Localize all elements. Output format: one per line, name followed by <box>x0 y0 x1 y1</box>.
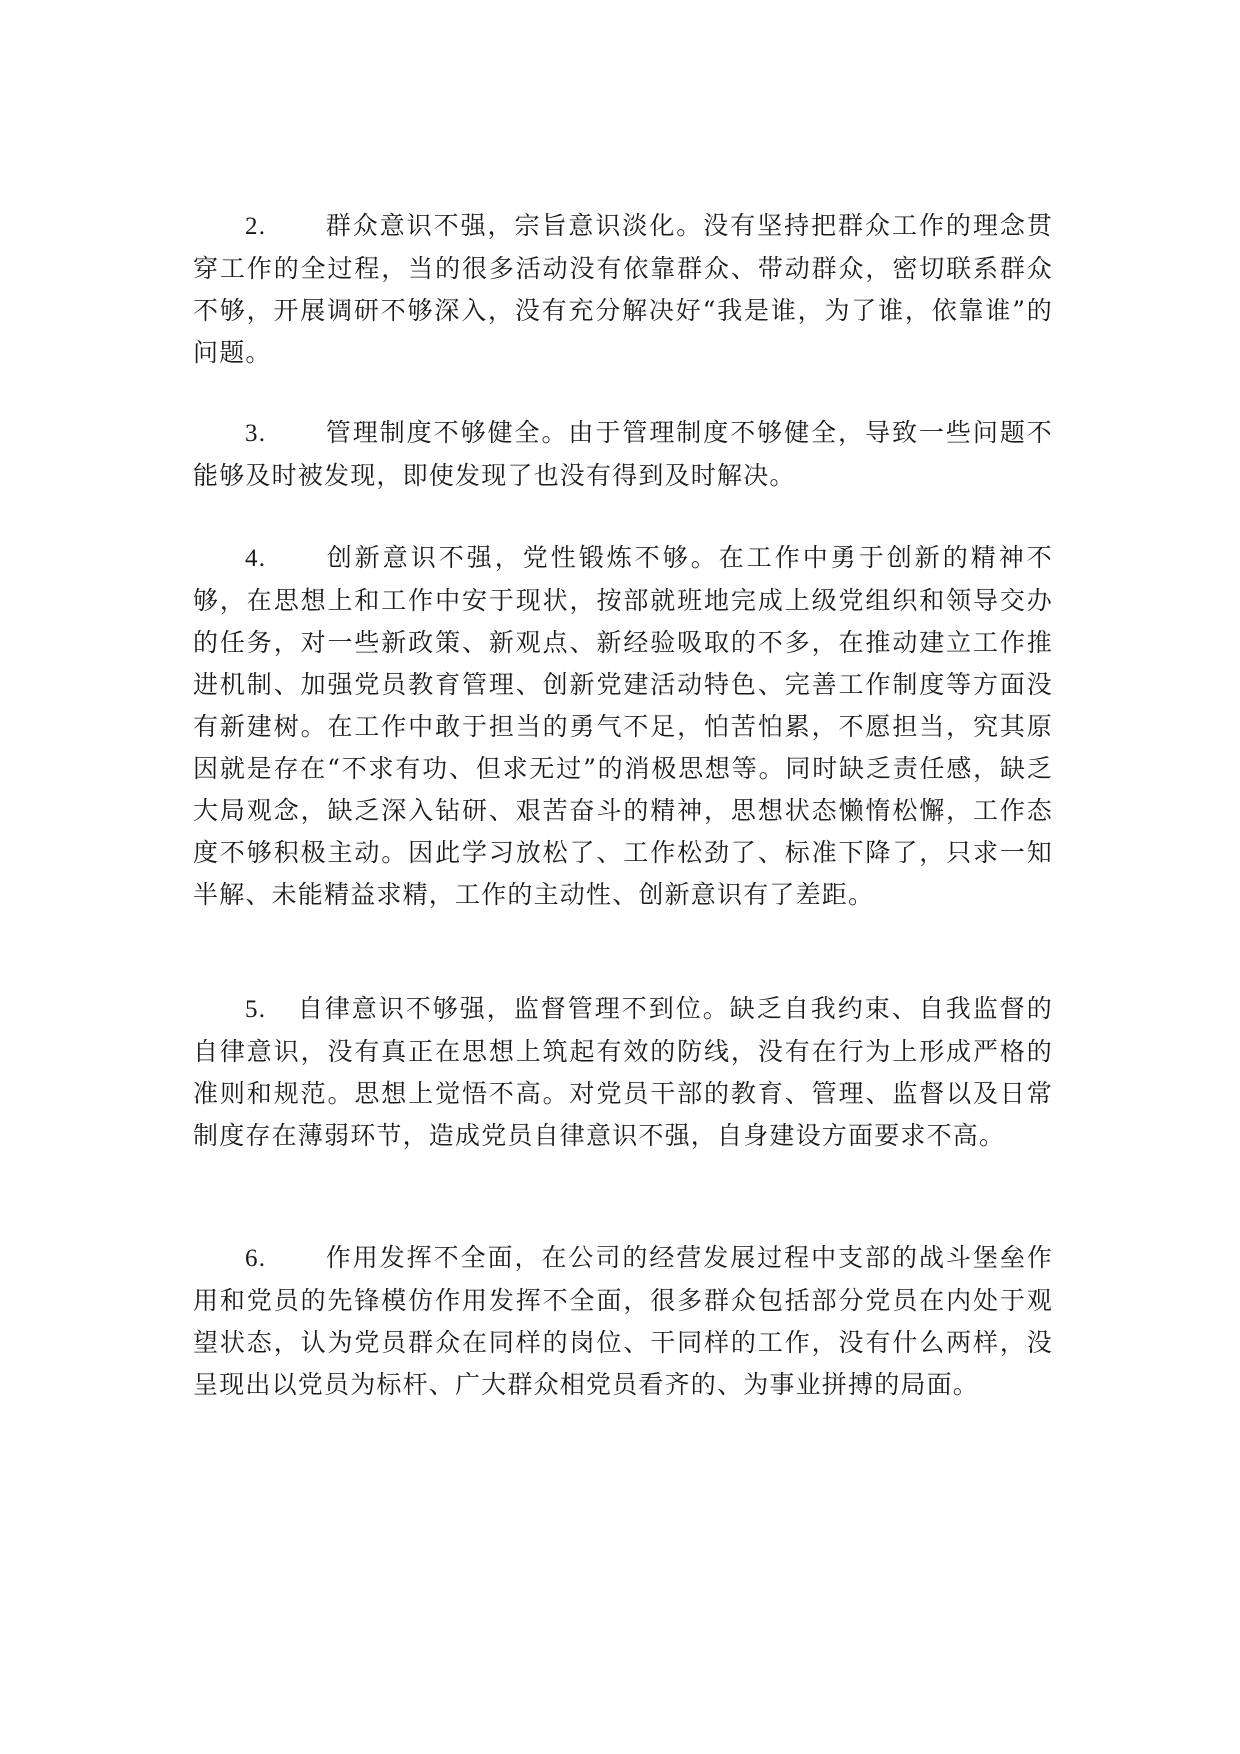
paragraph-text: 群众意识不强，宗旨意识淡化。没有坚持把群众工作的理念贯穿工作的全过程，当的很多活动没有依靠群众、带动群众，密切联系群众不够，开展调研不够深入，没有充分解决好“我是谁，为了谁，依靠谁”的问题。 <box>193 211 1053 367</box>
paragraph-number: 4. <box>245 545 267 572</box>
paragraph-4 <box>193 537 1053 916</box>
paragraph-5 <box>193 988 1053 1157</box>
paragraph-text: 创新意识不强，党性锻炼不够。在工作中勇于创新的精神不够，在思想上和工作中安于现状，按部就班地完成上级党组织和领导交办的任务，对一些新政策、新观点、新经验吸取的不多，在推动建立工作推进机制、加强党员教育管理、创新党建活动特色、完善工作制度等方面没有新建树。在工作中敢于担当的勇气不足，怕苦怕累，不愿担当，究其原因就是存在“不求有功、但求无过”的消极思想等。同时缺乏责任感，缺乏大局观念，缺乏深入钻研、艰苦奋斗的精神，思想状态懒惰松懈，工作态度不够积极主动。因此学习放松了、工作松劲了、标准下降了，只求一知半解、未能精益求精，工作的主动性、创新意识有了差距。 <box>193 543 1053 909</box>
paragraph-number: 3. <box>245 420 267 447</box>
paragraph-2 <box>193 205 1053 374</box>
paragraph-text: 作用发挥不全面，在公司的经营发展过程中支部的战斗堡垒作用和党员的先锋模仿作用发挥不全面，很多群众包括部分党员在内处于观望状态，认为党员群众在同样的岗位、干同样的工作，没有什么两样，没呈现出以党员为标杆、广大群众相党员看齐的、为事业拼搏的局面。 <box>193 1243 1053 1399</box>
paragraph-text: 管理制度不够健全。由于管理制度不够健全，导致一些问题不能够及时被发现，即使发现了也没有得到及时解决。 <box>193 418 1053 490</box>
paragraph-6 <box>193 1237 1053 1406</box>
paragraph-number: 5. <box>245 996 267 1023</box>
paragraph-number: 6. <box>245 1245 267 1272</box>
paragraph-text: 自律意识不够强，监督管理不到位。缺乏自我约束、自我监督的自律意识，没有真正在思想上筑起有效的防线，没有在行为上形成严格的准则和规范。思想上觉悟不高。对党员干部的教育、管理、监督以及日常制度存在薄弱环节，造成党员自律意识不强，自身建设方面要求不高。 <box>193 994 1053 1150</box>
paragraph-number: 2. <box>245 213 267 240</box>
paragraph-3 <box>193 412 1053 497</box>
